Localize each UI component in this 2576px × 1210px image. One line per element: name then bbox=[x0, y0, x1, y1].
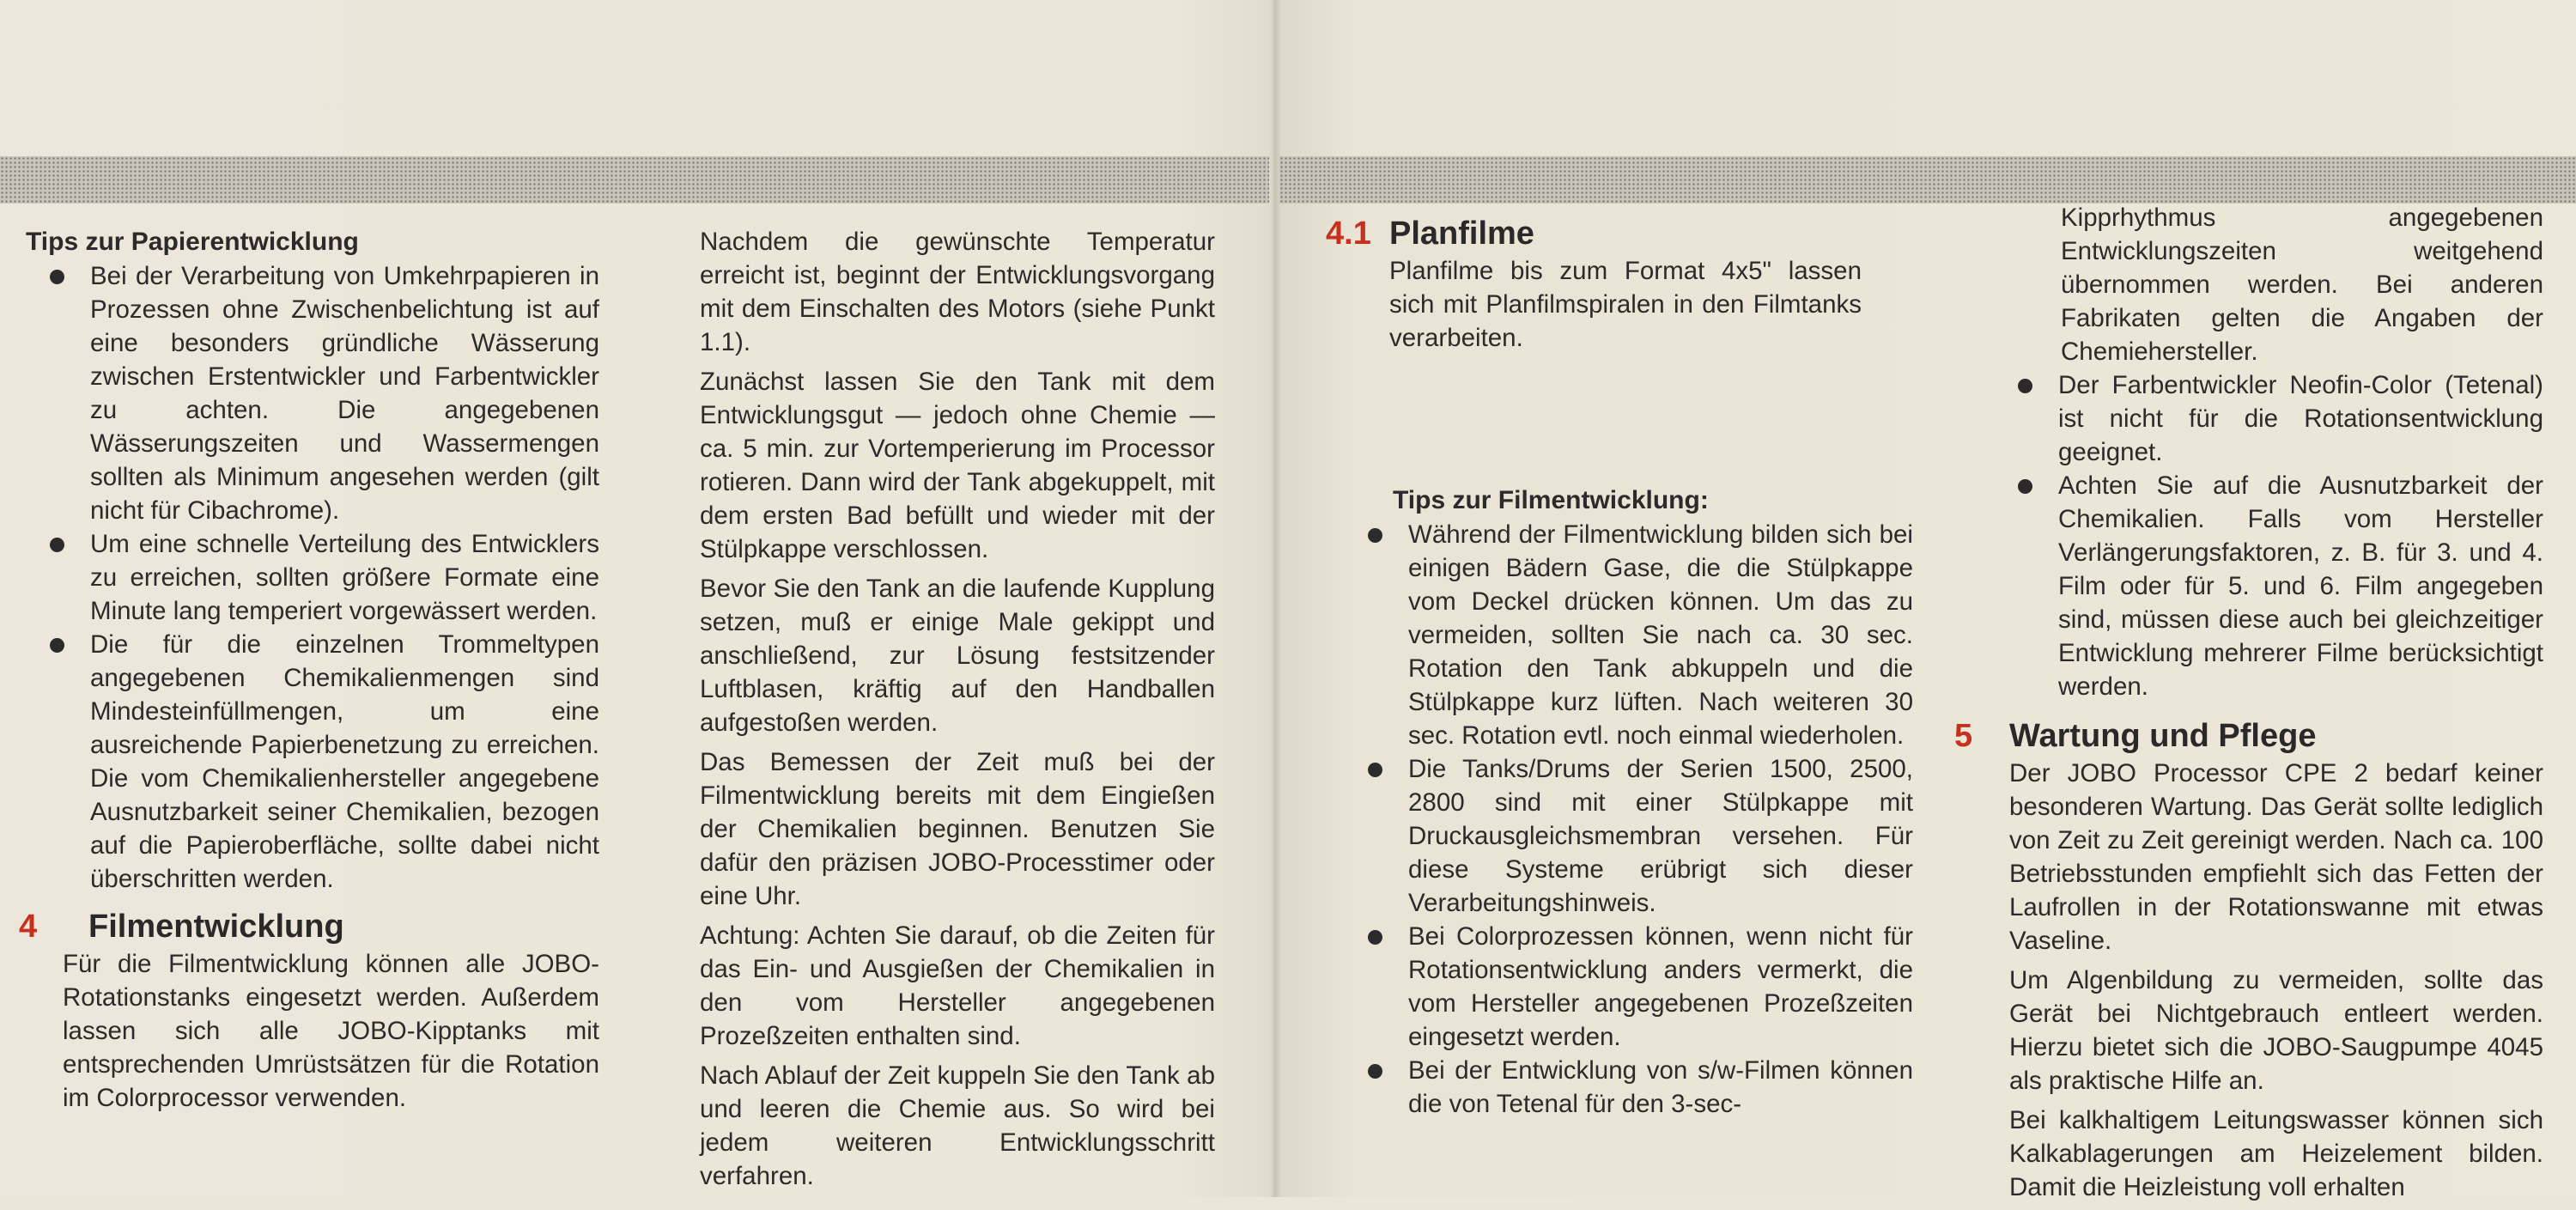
continuation-text: Kipprhythmus angegebenen Entwicklungszeiten weitgehend übernommen werden. Bei anderen Fabrikaten gelten die Angaben der Chemiehersteller. bbox=[2061, 204, 2543, 366]
left-column-2 bbox=[700, 225, 1215, 1199]
list-item: Um eine schnelle Verteilung des Entwicklers zu erreichen, sollten größere Formate eine Minute lang temperiert vorgewässert werden. bbox=[26, 527, 599, 628]
section-text: Für die Filmentwicklung können alle JOBO-Rotationstanks eingesetzt werden. Außerdem lassen sich alle JOBO-Kipptanks mit entsprechenden Umrüstsätzen für die Rotation im Colorprocessor verwenden. bbox=[63, 950, 599, 1112]
list-item: Bei Colorprozessen können, wenn nicht für Rotationsentwicklung anders vermerkt, die vom Hersteller angegebenen Prozeßzeiten eingesetzt werden. bbox=[1344, 920, 1913, 1054]
section-4-1 bbox=[1327, 213, 1913, 355]
list-item: Die für die einzelnen Trommeltypen angegebenen Chemikalienmengen sind Mindesteinfüllmengen, um eine ausreichende Papierbenetzung zu erreichen. Die vom Chemikalienhersteller angegebene Ausnutzbarkeit seiner Chemikalien, bezogen auf die Papieroberfläche, sollte dabei nicht überschritten werden. bbox=[26, 628, 599, 896]
right-column-1 bbox=[1327, 213, 1913, 1121]
section-title: Filmentwicklung bbox=[88, 909, 344, 945]
list-item: Der Farbentwickler Neofin-Color (Tetenal) ist nicht für die Rotationsentwicklung geeignet. bbox=[1994, 368, 2543, 469]
tips-list-film-cont bbox=[1994, 368, 2543, 703]
tips-heading-film: Tips zur Filmentwicklung: bbox=[1393, 486, 1709, 514]
left-column-1 bbox=[19, 225, 599, 1115]
section-4 bbox=[19, 906, 599, 1115]
list-item: Während der Filmentwicklung bilden sich bei einigen Bädern Gase, die die Stülpkappe vom Deckel drücken können. Um das zu vermeiden, sollten Sie nach ca. 30 sec. Rotation den Tank abkuppeln und die Stülpkappe kurz lüften. Nach weiteren 30 sec. Rotation evtl. noch einmal wiederholen. bbox=[1344, 518, 1913, 752]
list-item: Bei der Verarbeitung von Umkehrpapieren in Prozessen ohne Zwischenbelichtung ist auf eine besonders gründliche Wässerung zwischen Erstentwickler und Farbentwickler zu achten. Die angegebenen Wässerungszeiten und Wassermengen sollten als Minimum angesehen werden (gilt nicht für Cibachrome). bbox=[26, 259, 599, 527]
paragraph: Achtung: Achten Sie darauf, ob die Zeiten für das Ein- und Ausgießen der Chemikalien in den vom Hersteller angegebenen Prozeßzeiten enthalten sind. bbox=[700, 921, 1215, 1050]
paragraph: Das Bemessen der Zeit muß bei der Filmentwicklung bereits mit dem Eingießen der Chemikalien beginnen. Benutzen Sie dafür den präzisen JOBO-Processtimer oder eine Uhr. bbox=[700, 748, 1215, 910]
section-number: 4.1 bbox=[1326, 216, 1371, 252]
section-text: Planfilme bis zum Format 4x5" lassen sich mit Planfilmspiralen in den Filmtanks verarbeiten. bbox=[1389, 257, 1862, 352]
decorative-stripe-right bbox=[1279, 156, 2576, 204]
right-column-2 bbox=[1954, 201, 2543, 1210]
section-title: Wartung und Pflege bbox=[2009, 718, 2317, 754]
tips-list-film bbox=[1344, 518, 1913, 1121]
paragraph: Nach Ablauf der Zeit kuppeln Sie den Tank ab und leeren die Chemie aus. So wird bei jedem weiteren Entwicklungsschritt verfahren. bbox=[700, 1061, 1215, 1190]
section-number: 5 bbox=[1954, 718, 1973, 754]
section-title: Planfilme bbox=[1389, 216, 1534, 252]
section-5 bbox=[1954, 715, 2543, 1204]
tips-heading-papier: Tips zur Papierentwicklung bbox=[26, 228, 359, 256]
paragraph: Nachdem die gewünschte Temperatur erreicht ist, beginnt der Entwicklungsvorgang mit dem Einschalten des Motors (siehe Punkt 1.1). bbox=[700, 228, 1215, 356]
tips-list-papier bbox=[26, 259, 599, 896]
section-number: 4 bbox=[19, 909, 38, 945]
paragraph: Zunächst lassen Sie den Tank mit dem Entwicklungsgut — jedoch ohne Chemie — ca. 5 min. zur Vortemperierung im Processor rotieren. Dann wird der Tank abgekuppelt, mit dem ersten Bad befüllt und wieder mit der Stülpkappe verschlossen. bbox=[700, 368, 1215, 563]
paragraph: Der JOBO Processor CPE 2 bedarf keiner besonderen Wartung. Das Gerät sollte lediglich von Zeit zu Zeit gereinigt werden. Nach ca. 100 Betriebsstunden empfiehlt sich das Fetten der Laufrollen in der Rotationswanne mit etwas Vaseline. bbox=[2009, 759, 2543, 955]
list-item: Achten Sie auf die Ausnutzbarkeit der Chemikalien. Falls vom Hersteller Verlängerungsfaktoren, z. B. für 3. und 4. Film oder für 5. und 6. Film angegeben sind, müssen diese auch bei gleichzeitiger Entwicklung mehrerer Filme berücksichtigt werden. bbox=[1994, 469, 2543, 703]
paragraph: Um Algenbildung zu vermeiden, sollte das Gerät bei Nichtgebrauch entleert werden. Hierzu bietet sich die JOBO-Saugpumpe 4045 als praktische Hilfe an. bbox=[2009, 966, 2543, 1095]
list-item: Die Tanks/Drums der Serien 1500, 2500, 2800 sind mit einer Stülpkappe mit Druckausgleichsmembran versehen. Für diese Systeme erübrigt sich dieser Verarbeitungshinweis. bbox=[1344, 752, 1913, 920]
paragraph: Bei kalkhaltigem Leitungswasser können sich Kalkablagerungen am Heizelement bilden. Damit die Heizleistung voll erhalten bbox=[2009, 1106, 2543, 1201]
list-item: Bei der Entwicklung von s/w-Filmen können die von Tetenal für den 3-sec- bbox=[1344, 1054, 1913, 1121]
decorative-stripe-left bbox=[0, 156, 1269, 204]
paragraph: Bevor Sie den Tank an die laufende Kupplung setzen, muß er einige Male gekippt und anschließend, zur Lösung festsitzender Luftblasen, kräftig auf den Handballen aufgestoßen werden. bbox=[700, 575, 1215, 737]
